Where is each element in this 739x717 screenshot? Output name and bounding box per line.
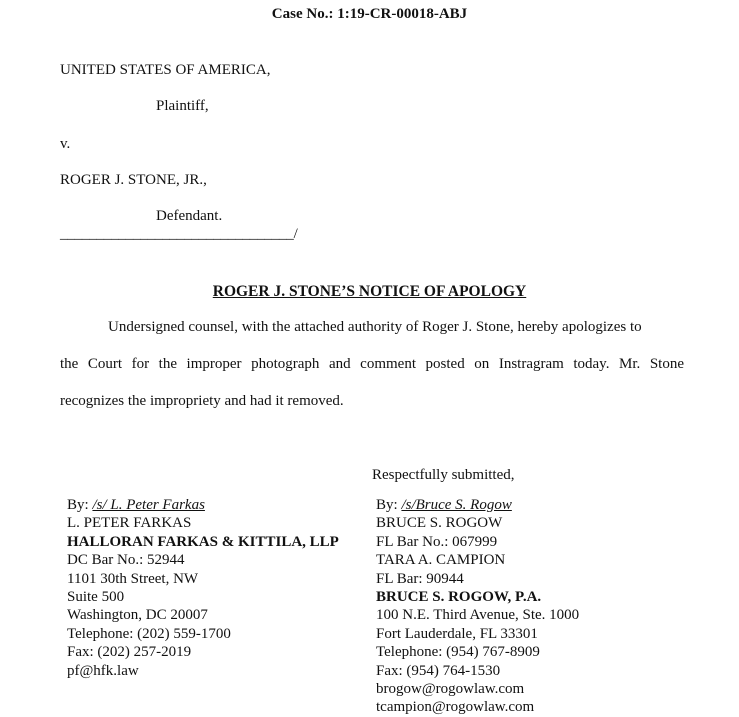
right-firm-name: BRUCE S. ROGOW, P.A. [376,589,542,606]
right-by-line [376,496,579,514]
left-signature-block [67,496,339,680]
right-attorney-name-1: BRUCE S. ROGOW [376,515,503,532]
right-by-prefix: By: [376,497,402,513]
left-by-prefix: By: [67,497,93,513]
left-email: pf@hfk.law [67,662,139,679]
right-bar-number-2: FL Bar: 90944 [376,570,464,587]
left-address-line-2: Suite 500 [67,589,125,606]
right-email-2: tcampion@rogowlaw.com [376,699,535,716]
right-telephone: Telephone: (954) 767-8909 [376,644,540,661]
right-email-1: brogow@rogowlaw.com [376,681,525,698]
right-address: 100 N.E. Third Avenue, Ste. 1000 [376,607,580,624]
right-city: Fort Lauderdale, FL 33301 [376,625,538,642]
caption-rule: ________________________________/ [60,226,298,242]
versus-label: v. [60,136,71,152]
paragraph-line-3: recognizes the impropriety and had it removed. [60,393,344,409]
left-telephone: Telephone: (202) 559-1700 [67,625,231,642]
right-bar-number-1: FL Bar No.: 067999 [376,533,498,550]
case-number: Case No.: 1:19-CR-00018-ABJ [271,6,468,22]
left-signature: /s/ L. Peter Farkas [92,497,205,513]
right-signature-block [376,496,579,717]
left-fax: Fax: (202) 257-2019 [67,644,192,661]
left-address-line-1: 1101 30th Street, NW [67,570,199,587]
paragraph-line-1: Undersigned counsel, with the attached authority of Roger J. Stone, hereby apologizes to [108,319,642,335]
plaintiff-role: Plaintiff, [156,98,209,114]
closing-phrase: Respectfully submitted, [372,467,515,483]
paragraph-line-2: the Court for the improper photograph and comment posted on Instragram today. Mr. Stone [60,356,684,372]
right-fax: Fax: (954) 764-1530 [376,662,501,679]
right-signature: /s/Bruce S. Rogow [401,497,512,513]
right-attorney-name-2: TARA A. CAMPION [376,552,506,569]
document-title: ROGER J. STONE’S NOTICE OF APOLOGY [212,283,527,300]
left-attorney-name: L. PETER FARKAS [67,515,192,532]
left-city: Washington, DC 20007 [67,607,208,624]
left-firm-name: HALLORAN FARKAS & KITTILA, LLP [67,533,339,550]
defendant-role: Defendant. [156,208,223,224]
left-by-line [67,496,339,514]
left-bar-number: DC Bar No.: 52944 [67,552,185,569]
plaintiff-name: UNITED STATES OF AMERICA, [60,62,271,78]
defendant-name: ROGER J. STONE, JR., [60,172,207,188]
